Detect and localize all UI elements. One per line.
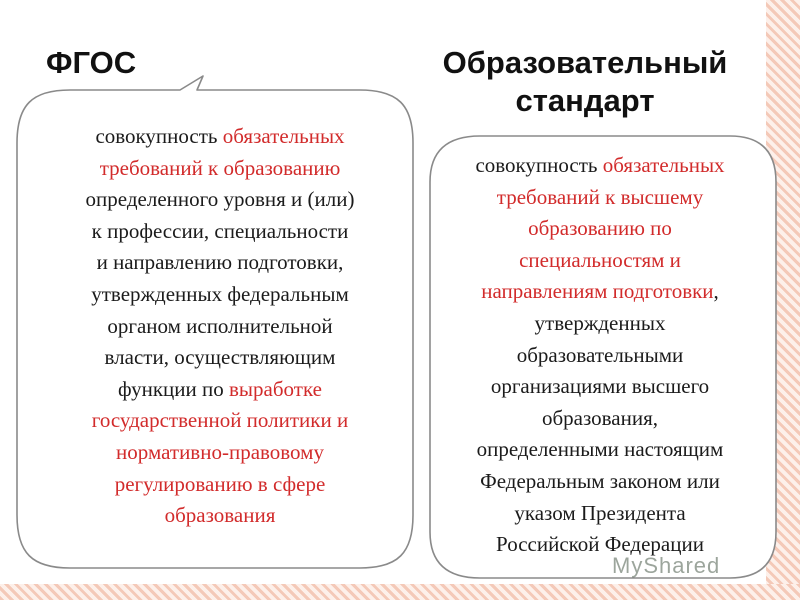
definition-line [38, 374, 402, 406]
definition-line: государственной политики и [91, 408, 349, 433]
definition-line: организациями высшего [490, 374, 710, 399]
text-fragment: функции по [118, 376, 230, 401]
definition-line: утвержденных [534, 310, 666, 335]
definition-line: образовательными [516, 342, 684, 367]
definition-line: к профессии, специальности [91, 218, 349, 243]
definition-line [440, 276, 760, 308]
definition-line: требований к высшему [496, 184, 704, 209]
definition-line: Федеральным законом или [480, 468, 720, 493]
definition-line: образования, [541, 405, 659, 430]
text-fragment: , [713, 279, 719, 304]
title-fgos: ФГОС [46, 45, 137, 80]
title-educational-standard-line1: Образовательный [442, 45, 728, 80]
highlight-fragment: обязательных [602, 153, 725, 177]
standard-definition [440, 150, 760, 561]
definition-line: нормативно-правовому [116, 439, 324, 464]
watermark-logo: MyShared [612, 553, 721, 578]
definition-line [38, 121, 402, 153]
definition-line: органом исполнительной [107, 313, 333, 338]
definition-line: специальностям и [519, 247, 681, 272]
text-fragment: совокупность [95, 124, 223, 148]
definition-line: регулированию в сфере [114, 471, 326, 496]
highlight-fragment: направлениям подготовки [481, 279, 714, 304]
definition-line: определенными настоящим [476, 437, 724, 462]
fgos-definition [38, 121, 402, 532]
definition-line: определенного уровня и (или) [85, 187, 355, 212]
highlight-fragment: выработке [229, 376, 322, 401]
highlight-fragment: обязательных [222, 124, 345, 148]
definition-line: утвержденных федеральным [91, 281, 349, 306]
text-fragment: совокупность [475, 153, 603, 177]
definition-line: Российской Федерации [496, 532, 704, 557]
definition-line: образованию по [528, 216, 672, 241]
definition-line: власти, осуществляющим [104, 345, 336, 370]
definition-line: и направлению подготовки, [96, 250, 344, 275]
title-educational-standard-line2: стандарт [515, 83, 655, 118]
definition-line: требований к образованию [99, 155, 341, 180]
definition-line: указом Президента [514, 500, 686, 525]
definition-line [440, 150, 760, 182]
definition-line: образования [164, 503, 276, 528]
